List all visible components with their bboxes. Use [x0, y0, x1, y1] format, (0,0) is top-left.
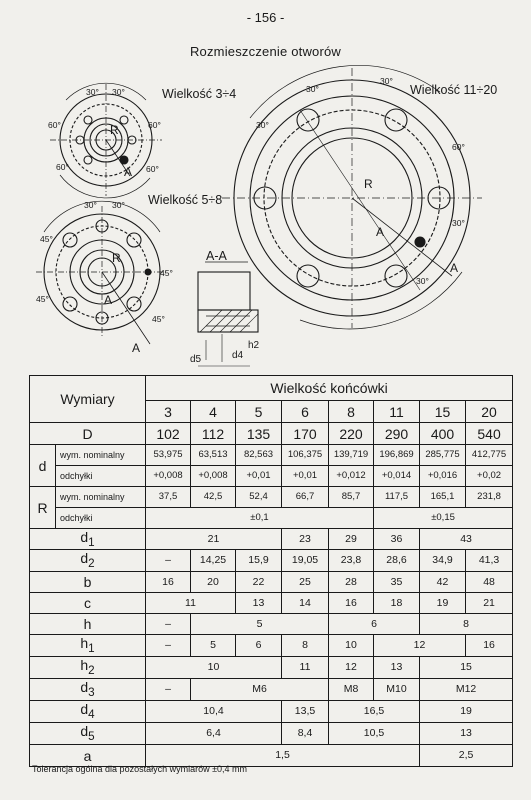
table-cell: +0,016 [420, 466, 466, 487]
row-label: b [30, 572, 146, 593]
table-cell: 10 [329, 635, 374, 657]
angle-label: 60° [56, 162, 69, 172]
table-cell: 6 [329, 614, 420, 635]
row-label: $d_3$ [30, 679, 146, 701]
table-cell: 35 [374, 572, 420, 593]
table-cell: 21 [466, 593, 513, 614]
row-label: R [30, 487, 56, 529]
table-cell: +0,01 [236, 466, 282, 487]
table-cell: 21 [146, 529, 282, 550]
table-row [30, 679, 513, 701]
table-row [30, 701, 513, 723]
dim-d4-label: d4 [232, 350, 244, 361]
row-label: $d_5$ [30, 723, 146, 745]
table-cell: 82,563 [236, 445, 282, 466]
angle-label: 60° [452, 142, 465, 152]
label-size-5-8: Wielkość 5÷8 [148, 193, 223, 207]
table-cell: +0,008 [146, 466, 191, 487]
row-sublabel: wym. nominalny [56, 445, 146, 466]
table-cell: – [146, 635, 191, 657]
table-cell: 19,05 [282, 550, 329, 572]
table-cell: 11 [282, 657, 329, 679]
table-cell: +0,012 [329, 466, 374, 487]
table-cell: – [146, 550, 191, 572]
table-row [30, 657, 513, 679]
dim-d5-label: d5 [190, 354, 202, 365]
size-cell: 11 [374, 401, 420, 423]
technical-drawing [0, 0, 531, 375]
table-cell: 42,5 [191, 487, 236, 508]
angle-label: 30° [452, 218, 465, 228]
row-label: d [30, 445, 56, 487]
radius-label: R [110, 123, 119, 137]
table-cell: 285,775 [420, 445, 466, 466]
radius-label: R [364, 177, 373, 191]
table-cell: 48 [466, 572, 513, 593]
table-cell: M12 [420, 679, 513, 701]
table-cell: 412,775 [466, 445, 513, 466]
angle-label: 45° [40, 234, 53, 244]
table-cell: 290 [374, 423, 420, 445]
table-cell: 43 [420, 529, 513, 550]
table-cell: 29 [329, 529, 374, 550]
row-sublabel: odchyłki [56, 508, 146, 529]
row-label: c [30, 593, 146, 614]
table-cell: 16 [329, 593, 374, 614]
table-cell: 139,719 [329, 445, 374, 466]
row-label: $h_1$ [30, 635, 146, 657]
table-cell: 135 [236, 423, 282, 445]
table-cell: 400 [420, 423, 466, 445]
table-cell: 1,5 [146, 745, 420, 767]
section-marker: A [132, 341, 141, 355]
footnote: Tolerancja ogólna dla pozostałych wymiarów ±0,4 mm [32, 764, 248, 774]
angle-label: 30° [84, 200, 97, 210]
table-row [30, 593, 513, 614]
size-cell: 8 [329, 401, 374, 423]
table-cell: 196,869 [374, 445, 420, 466]
radius-label: R [112, 251, 121, 265]
table-cell: 11 [146, 593, 236, 614]
table-row [30, 487, 513, 508]
label-size-11-20: Wielkość 11÷20 [410, 83, 498, 97]
angle-label: 30° [416, 276, 429, 286]
angle-label: 30° [380, 76, 393, 86]
angle-label: 30° [306, 84, 319, 94]
table-cell: 23,8 [329, 550, 374, 572]
table-row [30, 529, 513, 550]
table-cell: 66,7 [282, 487, 329, 508]
table-cell: 540 [466, 423, 513, 445]
table-cell: 63,513 [191, 445, 236, 466]
table-cell: 10,4 [146, 701, 282, 723]
angle-label: 45° [160, 268, 173, 278]
flange-medium-drawing [36, 201, 168, 344]
row-label: $d_2$ [30, 550, 146, 572]
size-cell: 5 [236, 401, 282, 423]
table-cell: ±0,15 [374, 508, 513, 529]
table-cell: 220 [329, 423, 374, 445]
table-cell: 102 [146, 423, 191, 445]
table-cell: 16 [466, 635, 513, 657]
section-marker: A [124, 165, 133, 179]
table-cell: 13 [374, 657, 420, 679]
table-cell: 165,1 [420, 487, 466, 508]
table-cell: – [146, 614, 191, 635]
angle-label: 30° [256, 120, 269, 130]
row-sublabel: wym. nominalny [56, 487, 146, 508]
size-cell: 6 [282, 401, 329, 423]
header-dimensions: Wymiary [30, 376, 146, 423]
table-cell: 14 [282, 593, 329, 614]
angle-label: 60° [48, 120, 61, 130]
table-cell: 36 [374, 529, 420, 550]
table-cell: 8 [282, 635, 329, 657]
page-title: Rozmieszczenie otworów [189, 44, 342, 59]
section-marker: A [450, 261, 459, 275]
angle-label: 60° [146, 164, 159, 174]
table-cell: 10,5 [329, 723, 420, 745]
table-cell: 13 [420, 723, 513, 745]
table-cell: 6 [236, 635, 282, 657]
row-label: h [30, 614, 146, 635]
row-label: a [30, 745, 146, 767]
table-cell: 10 [146, 657, 282, 679]
angle-label: 30° [86, 87, 99, 97]
angle-label: 45° [36, 294, 49, 304]
size-cell: 4 [191, 401, 236, 423]
table-cell: M10 [374, 679, 420, 701]
table-cell: 5 [191, 635, 236, 657]
row-label: $d_4$ [30, 701, 146, 723]
row-label: $d_1$ [30, 529, 146, 550]
angle-label: 45° [152, 314, 165, 324]
table-cell: ±0,1 [146, 508, 374, 529]
section-marker: A [376, 225, 385, 239]
table-cell: +0,02 [466, 466, 513, 487]
table-cell: 8,4 [282, 723, 329, 745]
table-cell: 13 [236, 593, 282, 614]
table-row [30, 508, 513, 529]
row-label: D [30, 423, 146, 445]
table-cell: 42 [420, 572, 466, 593]
table-row [30, 445, 513, 466]
table-cell: 16 [146, 572, 191, 593]
table-cell: 15,9 [236, 550, 282, 572]
size-cell: 15 [420, 401, 466, 423]
table-row [30, 423, 513, 445]
dimensions-table [29, 375, 513, 767]
table-cell: 6,4 [146, 723, 282, 745]
table-cell: 25 [282, 572, 329, 593]
table-row [30, 723, 513, 745]
table-cell: 23 [282, 529, 329, 550]
section-aa-label: A-A [206, 249, 227, 263]
table-cell: 117,5 [374, 487, 420, 508]
table-cell: – [146, 679, 191, 701]
flange-small-drawing [50, 83, 162, 198]
table-cell: 16,5 [329, 701, 420, 723]
table-cell: +0,008 [191, 466, 236, 487]
table-cell: 19 [420, 701, 513, 723]
table-cell: 28,6 [374, 550, 420, 572]
table-cell: 112 [191, 423, 236, 445]
table-cell: 52,4 [236, 487, 282, 508]
size-cell: 3 [146, 401, 191, 423]
table-cell: 28 [329, 572, 374, 593]
table-cell: 41,3 [466, 550, 513, 572]
table-cell: 22 [236, 572, 282, 593]
page-number: - 156 - [246, 10, 285, 25]
table-cell: 15 [420, 657, 513, 679]
dim-h2-label: h2 [248, 340, 260, 351]
table-row [30, 466, 513, 487]
table-cell: 170 [282, 423, 329, 445]
table-cell: 106,375 [282, 445, 329, 466]
table-cell: +0,01 [282, 466, 329, 487]
row-sublabel: odchyłki [56, 466, 146, 487]
table-cell: +0,014 [374, 466, 420, 487]
angle-label: 60° [148, 120, 161, 130]
table-cell: 14,25 [191, 550, 236, 572]
table-cell: 12 [374, 635, 466, 657]
table-cell: 53,975 [146, 445, 191, 466]
size-cell: 20 [466, 401, 513, 423]
table-row [30, 635, 513, 657]
row-label: $h_2$ [30, 657, 146, 679]
table-cell: 13,5 [282, 701, 329, 723]
table-cell: 85,7 [329, 487, 374, 508]
table-cell: 5 [191, 614, 329, 635]
label-size-3-4: Wielkość 3÷4 [162, 87, 237, 101]
angle-label: 30° [112, 87, 125, 97]
header-tip-size: Wielkość końcówki [146, 376, 513, 401]
table-cell: M8 [329, 679, 374, 701]
table-cell: 19 [420, 593, 466, 614]
table-cell: 12 [329, 657, 374, 679]
table-cell: 37,5 [146, 487, 191, 508]
table-row [30, 376, 513, 401]
section-marker: A [104, 293, 113, 307]
table-row [30, 614, 513, 635]
angle-label: 30° [112, 200, 125, 210]
table-cell: 2,5 [420, 745, 513, 767]
table-cell: 20 [191, 572, 236, 593]
flange-large-drawing [222, 65, 482, 329]
table-cell: 8 [420, 614, 513, 635]
table-row [30, 572, 513, 593]
table-cell: 231,8 [466, 487, 513, 508]
table-cell: 18 [374, 593, 420, 614]
table-cell: M6 [191, 679, 329, 701]
table-row [30, 550, 513, 572]
table-cell: 34,9 [420, 550, 466, 572]
